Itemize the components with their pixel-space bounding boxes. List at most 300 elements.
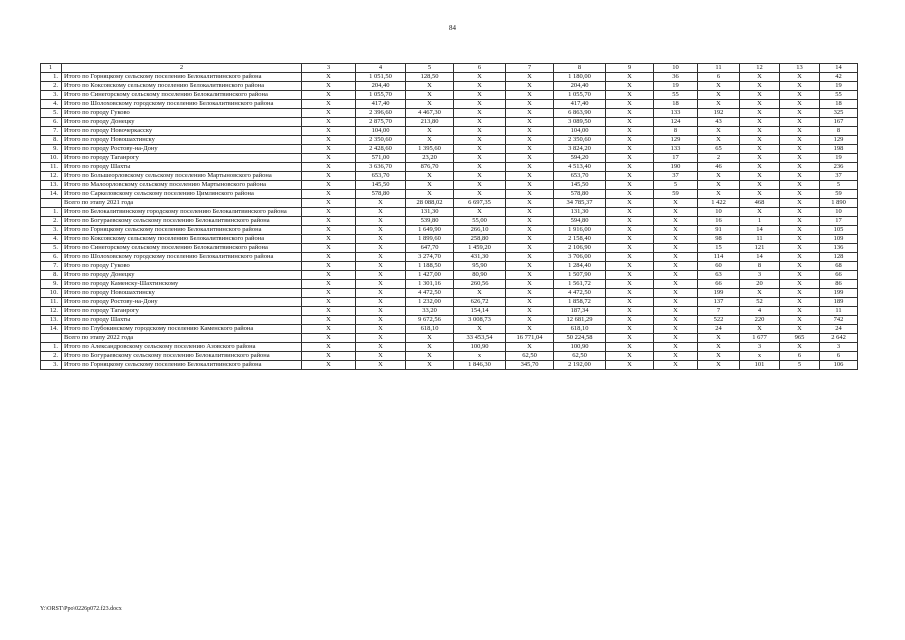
- value-cell: X: [698, 91, 740, 100]
- value-cell: X: [506, 109, 554, 118]
- value-cell: X: [302, 181, 356, 190]
- value-cell: X: [698, 82, 740, 91]
- value-cell: X: [454, 208, 506, 217]
- value-cell: 10: [698, 208, 740, 217]
- value-cell: X: [740, 118, 780, 127]
- value-cell: X: [740, 190, 780, 199]
- value-cell: 1 301,16: [406, 280, 454, 289]
- value-cell: 3: [740, 271, 780, 280]
- row-number-cell: 13.: [41, 316, 62, 325]
- value-cell: X: [698, 172, 740, 181]
- column-number-cell: 13: [780, 64, 820, 73]
- value-cell: X: [406, 343, 454, 352]
- value-cell: X: [740, 289, 780, 298]
- value-cell: X: [606, 181, 654, 190]
- value-cell: 1 846,30: [454, 361, 506, 370]
- value-cell: 1 051,50: [356, 73, 406, 82]
- value-cell: 539,80: [406, 217, 454, 226]
- value-cell: X: [780, 181, 820, 190]
- row-label-cell: Итого по городу Донецку: [62, 118, 302, 127]
- value-cell: 62,50: [554, 352, 606, 361]
- value-cell: X: [698, 181, 740, 190]
- value-cell: X: [606, 280, 654, 289]
- value-cell: 417,40: [554, 100, 606, 109]
- value-cell: X: [654, 226, 698, 235]
- value-cell: 571,00: [356, 154, 406, 163]
- row-label-cell: Итого по городу Шахты: [62, 163, 302, 172]
- value-cell: X: [780, 145, 820, 154]
- value-cell: 2 350,60: [356, 136, 406, 145]
- value-cell: 192: [698, 109, 740, 118]
- value-cell: 10: [820, 208, 858, 217]
- value-cell: 145,50: [554, 181, 606, 190]
- value-cell: X: [740, 73, 780, 82]
- value-cell: X: [454, 190, 506, 199]
- value-cell: 3 089,50: [554, 118, 606, 127]
- value-cell: 618,10: [406, 325, 454, 334]
- value-cell: X: [654, 352, 698, 361]
- value-cell: 204,40: [356, 82, 406, 91]
- value-cell: 9 672,56: [406, 316, 454, 325]
- value-cell: 55: [654, 91, 698, 100]
- value-cell: 653,70: [356, 172, 406, 181]
- row-number-cell: [41, 199, 62, 208]
- value-cell: X: [606, 91, 654, 100]
- value-cell: 1 180,00: [554, 73, 606, 82]
- value-cell: 1 890: [820, 199, 858, 208]
- value-cell: X: [606, 334, 654, 343]
- value-cell: X: [356, 235, 406, 244]
- value-cell: X: [606, 244, 654, 253]
- value-cell: 2: [698, 154, 740, 163]
- table-row: [41, 271, 858, 280]
- value-cell: X: [506, 217, 554, 226]
- value-cell: 1 055,70: [356, 91, 406, 100]
- value-cell: 33,20: [406, 307, 454, 316]
- value-cell: X: [302, 127, 356, 136]
- row-number-cell: 2.: [41, 217, 62, 226]
- value-cell: 131,30: [406, 208, 454, 217]
- row-number-cell: 5.: [41, 244, 62, 253]
- value-cell: X: [606, 145, 654, 154]
- value-cell: X: [740, 163, 780, 172]
- value-cell: X: [356, 289, 406, 298]
- row-label-cell: Итого по Богураевскому сельскому поселению Белокалитвинского района: [62, 352, 302, 361]
- value-cell: X: [606, 172, 654, 181]
- value-cell: 12 681,29: [554, 316, 606, 325]
- table-row: [41, 145, 858, 154]
- value-cell: X: [654, 343, 698, 352]
- value-cell: X: [406, 181, 454, 190]
- value-cell: 167: [820, 118, 858, 127]
- value-cell: X: [740, 154, 780, 163]
- value-cell: X: [302, 316, 356, 325]
- value-cell: X: [780, 262, 820, 271]
- value-cell: X: [506, 190, 554, 199]
- value-cell: X: [698, 334, 740, 343]
- row-label-cell: Итого по Шолоховскому городскому поселению Белокалитвинского района: [62, 100, 302, 109]
- value-cell: X: [606, 307, 654, 316]
- value-cell: X: [302, 289, 356, 298]
- value-cell: 65: [698, 145, 740, 154]
- page-number: 84: [449, 24, 456, 32]
- value-cell: X: [302, 91, 356, 100]
- row-number-cell: 2.: [41, 82, 62, 91]
- value-cell: 17: [820, 217, 858, 226]
- value-cell: X: [606, 100, 654, 109]
- value-cell: X: [740, 127, 780, 136]
- value-cell: 1 427,00: [406, 271, 454, 280]
- value-cell: 1 422: [698, 199, 740, 208]
- value-cell: X: [606, 253, 654, 262]
- value-cell: X: [302, 172, 356, 181]
- table-row: [41, 262, 858, 271]
- value-cell: 1 459,20: [454, 244, 506, 253]
- value-cell: X: [654, 307, 698, 316]
- value-cell: 6: [780, 352, 820, 361]
- table-row: [41, 307, 858, 316]
- value-cell: 46: [698, 163, 740, 172]
- value-cell: 36: [654, 73, 698, 82]
- value-cell: X: [606, 82, 654, 91]
- value-cell: X: [506, 271, 554, 280]
- value-cell: 8: [820, 127, 858, 136]
- value-cell: 15: [698, 244, 740, 253]
- row-number-cell: 1.: [41, 343, 62, 352]
- value-cell: 121: [740, 244, 780, 253]
- value-cell: X: [654, 244, 698, 253]
- value-cell: X: [698, 361, 740, 370]
- file-path-footer: Y:\ORST\Ppo\0226p072.f23.docx: [40, 606, 122, 612]
- table-row: [41, 298, 858, 307]
- value-cell: 1 284,40: [554, 262, 606, 271]
- value-cell: X: [356, 343, 406, 352]
- value-cell: 19: [820, 82, 858, 91]
- value-cell: X: [698, 190, 740, 199]
- column-number-cell: 4: [356, 64, 406, 73]
- value-cell: X: [606, 361, 654, 370]
- value-cell: X: [606, 352, 654, 361]
- value-cell: 189: [820, 298, 858, 307]
- value-cell: X: [356, 280, 406, 289]
- table-row: [41, 109, 858, 118]
- value-cell: X: [780, 307, 820, 316]
- value-cell: 965: [780, 334, 820, 343]
- value-cell: X: [302, 73, 356, 82]
- value-cell: 1 188,50: [406, 262, 454, 271]
- column-number-cell: 6: [454, 64, 506, 73]
- row-number-cell: 9.: [41, 280, 62, 289]
- value-cell: X: [302, 325, 356, 334]
- value-cell: 154,14: [454, 307, 506, 316]
- value-cell: X: [606, 217, 654, 226]
- value-cell: X: [780, 118, 820, 127]
- value-cell: 3 008,73: [454, 316, 506, 325]
- table-row: [41, 352, 858, 361]
- value-cell: 16: [698, 217, 740, 226]
- value-cell: X: [302, 280, 356, 289]
- value-cell: 6 863,90: [554, 109, 606, 118]
- value-cell: X: [506, 298, 554, 307]
- table-row: [41, 361, 858, 370]
- value-cell: X: [302, 208, 356, 217]
- value-cell: 60: [698, 262, 740, 271]
- value-cell: X: [302, 100, 356, 109]
- value-cell: 431,30: [454, 253, 506, 262]
- value-cell: X: [606, 136, 654, 145]
- value-cell: X: [406, 100, 454, 109]
- row-label-cell: Итого по городу Новошахтинску: [62, 289, 302, 298]
- value-cell: X: [654, 235, 698, 244]
- value-cell: X: [356, 253, 406, 262]
- row-number-cell: 4.: [41, 235, 62, 244]
- value-cell: 24: [698, 325, 740, 334]
- value-cell: 55,00: [454, 217, 506, 226]
- value-cell: X: [654, 253, 698, 262]
- value-cell: 2 106,90: [554, 244, 606, 253]
- value-cell: 5: [820, 181, 858, 190]
- value-cell: 28 088,02: [406, 199, 454, 208]
- value-cell: X: [406, 190, 454, 199]
- value-cell: X: [606, 199, 654, 208]
- value-cell: X: [356, 226, 406, 235]
- value-cell: X: [454, 118, 506, 127]
- value-cell: 137: [698, 298, 740, 307]
- value-cell: 2 396,60: [356, 109, 406, 118]
- value-cell: 199: [698, 289, 740, 298]
- value-cell: X: [302, 154, 356, 163]
- value-cell: 3 274,70: [406, 253, 454, 262]
- value-cell: 11: [820, 307, 858, 316]
- table-row: [41, 235, 858, 244]
- value-cell: X: [302, 253, 356, 262]
- row-label-cell: Итого по Белокалитвинскому городскому поселению Белокалитвинского района: [62, 208, 302, 217]
- value-cell: X: [740, 109, 780, 118]
- row-label-cell: Итого по городу Донецку: [62, 271, 302, 280]
- value-cell: 258,80: [454, 235, 506, 244]
- value-cell: 742: [820, 316, 858, 325]
- value-cell: 220: [740, 316, 780, 325]
- value-cell: X: [740, 208, 780, 217]
- value-cell: X: [654, 298, 698, 307]
- value-cell: X: [356, 307, 406, 316]
- value-cell: X: [780, 235, 820, 244]
- value-cell: 4 513,40: [554, 163, 606, 172]
- value-cell: 1 899,60: [406, 235, 454, 244]
- value-cell: X: [506, 118, 554, 127]
- value-cell: 190: [654, 163, 698, 172]
- value-cell: X: [606, 208, 654, 217]
- row-label-cell: Итого по Малоорловскому сельскому поселению Мартыновского района: [62, 181, 302, 190]
- value-cell: 23,20: [406, 154, 454, 163]
- row-number-cell: 11.: [41, 298, 62, 307]
- value-cell: X: [302, 226, 356, 235]
- value-cell: X: [506, 91, 554, 100]
- value-cell: X: [654, 280, 698, 289]
- value-cell: 59: [820, 190, 858, 199]
- value-cell: X: [356, 244, 406, 253]
- value-cell: 62,50: [506, 352, 554, 361]
- row-number-cell: 12.: [41, 307, 62, 316]
- value-cell: X: [302, 82, 356, 91]
- value-cell: 18: [654, 100, 698, 109]
- value-cell: 63: [698, 271, 740, 280]
- value-cell: X: [780, 154, 820, 163]
- value-cell: X: [654, 334, 698, 343]
- value-cell: X: [506, 208, 554, 217]
- value-cell: 7: [698, 307, 740, 316]
- value-cell: X: [780, 163, 820, 172]
- value-cell: X: [654, 361, 698, 370]
- value-cell: X: [606, 118, 654, 127]
- row-label-cell: Итого по Горняцкому сельскому поселению Белокалитвинского района: [62, 361, 302, 370]
- value-cell: X: [302, 217, 356, 226]
- value-cell: X: [606, 154, 654, 163]
- value-cell: X: [356, 208, 406, 217]
- table-row: [41, 316, 858, 325]
- column-number-cell: 14: [820, 64, 858, 73]
- table-row: [41, 208, 858, 217]
- value-cell: X: [654, 208, 698, 217]
- value-cell: 50 224,58: [554, 334, 606, 343]
- row-label-cell: Итого по городу Таганрогу: [62, 307, 302, 316]
- value-cell: 43: [698, 118, 740, 127]
- value-cell: 129: [654, 136, 698, 145]
- value-cell: 2 158,40: [554, 235, 606, 244]
- value-cell: X: [302, 307, 356, 316]
- value-cell: 100,90: [554, 343, 606, 352]
- value-cell: X: [302, 298, 356, 307]
- value-cell: X: [406, 334, 454, 343]
- value-cell: X: [454, 82, 506, 91]
- value-cell: X: [506, 163, 554, 172]
- value-cell: X: [740, 100, 780, 109]
- table-row: [41, 118, 858, 127]
- value-cell: 124: [654, 118, 698, 127]
- value-cell: X: [356, 298, 406, 307]
- value-cell: X: [654, 271, 698, 280]
- value-cell: X: [356, 262, 406, 271]
- value-cell: X: [606, 109, 654, 118]
- value-cell: X: [606, 190, 654, 199]
- value-cell: X: [606, 271, 654, 280]
- value-cell: X: [356, 361, 406, 370]
- row-label-cell: Итого по Шолоховскому городскому поселению Белокалитвинского района: [62, 253, 302, 262]
- value-cell: X: [780, 280, 820, 289]
- row-label-cell: Итого по Александровскому сельскому поселению Азовского района: [62, 343, 302, 352]
- value-cell: X: [506, 316, 554, 325]
- value-cell: X: [740, 145, 780, 154]
- row-number-cell: 3.: [41, 361, 62, 370]
- value-cell: 34 785,37: [554, 199, 606, 208]
- value-cell: 1 507,90: [554, 271, 606, 280]
- value-cell: 80,90: [454, 271, 506, 280]
- table-row: [41, 136, 858, 145]
- value-cell: X: [506, 145, 554, 154]
- value-cell: 213,80: [406, 118, 454, 127]
- row-label-cell: Итого по городу Новочеркасску: [62, 127, 302, 136]
- value-cell: x: [454, 352, 506, 361]
- row-number-cell: 4.: [41, 100, 62, 109]
- row-number-cell: 14.: [41, 325, 62, 334]
- value-cell: 100,90: [454, 343, 506, 352]
- value-cell: 4 467,30: [406, 109, 454, 118]
- value-cell: X: [780, 244, 820, 253]
- row-number-cell: 6.: [41, 253, 62, 262]
- table-row: [41, 172, 858, 181]
- value-cell: 2 642: [820, 334, 858, 343]
- row-label-cell: Итого по городу Таганрогу: [62, 154, 302, 163]
- value-cell: 37: [820, 172, 858, 181]
- value-cell: X: [506, 181, 554, 190]
- row-label-cell: Итого по Синегорскому сельскому поселению Белокалитвинского района: [62, 91, 302, 100]
- row-label-cell: Итого по городу Каменску-Шахтинскому: [62, 280, 302, 289]
- value-cell: X: [506, 325, 554, 334]
- row-label-cell: Итого по Горняцкому сельскому поселению Белокалитвинского района: [62, 226, 302, 235]
- value-cell: X: [454, 145, 506, 154]
- value-cell: 11: [740, 235, 780, 244]
- value-cell: X: [454, 154, 506, 163]
- value-cell: 236: [820, 163, 858, 172]
- value-cell: X: [654, 199, 698, 208]
- table-row: [41, 127, 858, 136]
- value-cell: 2 192,00: [554, 361, 606, 370]
- value-cell: 95,90: [454, 262, 506, 271]
- value-cell: 594,20: [554, 154, 606, 163]
- value-cell: 4 472,50: [406, 289, 454, 298]
- value-cell: 101: [740, 361, 780, 370]
- value-cell: X: [356, 325, 406, 334]
- row-number-cell: 5.: [41, 109, 62, 118]
- value-cell: 14: [740, 226, 780, 235]
- value-cell: X: [606, 73, 654, 82]
- value-cell: X: [302, 118, 356, 127]
- value-cell: X: [302, 190, 356, 199]
- value-cell: X: [454, 73, 506, 82]
- value-cell: X: [506, 280, 554, 289]
- value-cell: X: [606, 163, 654, 172]
- value-cell: X: [740, 91, 780, 100]
- value-cell: X: [356, 199, 406, 208]
- value-cell: X: [780, 316, 820, 325]
- value-cell: X: [780, 82, 820, 91]
- value-cell: 260,56: [454, 280, 506, 289]
- value-cell: X: [302, 361, 356, 370]
- value-cell: 133: [654, 145, 698, 154]
- value-cell: 199: [820, 289, 858, 298]
- value-cell: X: [780, 91, 820, 100]
- value-cell: X: [302, 271, 356, 280]
- column-number-cell: 1: [41, 64, 62, 73]
- column-number-cell: 2: [62, 64, 302, 73]
- value-cell: 66: [820, 271, 858, 280]
- value-cell: 68: [820, 262, 858, 271]
- value-cell: 136: [820, 244, 858, 253]
- row-label-cell: Итого по Саркеловскому сельскому поселению Цимлянского района: [62, 190, 302, 199]
- value-cell: X: [740, 325, 780, 334]
- column-number-cell: 11: [698, 64, 740, 73]
- value-cell: 1 561,72: [554, 280, 606, 289]
- value-cell: 91: [698, 226, 740, 235]
- value-cell: X: [698, 343, 740, 352]
- row-number-cell: 3.: [41, 226, 62, 235]
- value-cell: X: [454, 127, 506, 136]
- value-cell: X: [740, 181, 780, 190]
- table-row: [41, 244, 858, 253]
- value-cell: 133: [654, 109, 698, 118]
- value-cell: 2 875,70: [356, 118, 406, 127]
- table-row: [41, 226, 858, 235]
